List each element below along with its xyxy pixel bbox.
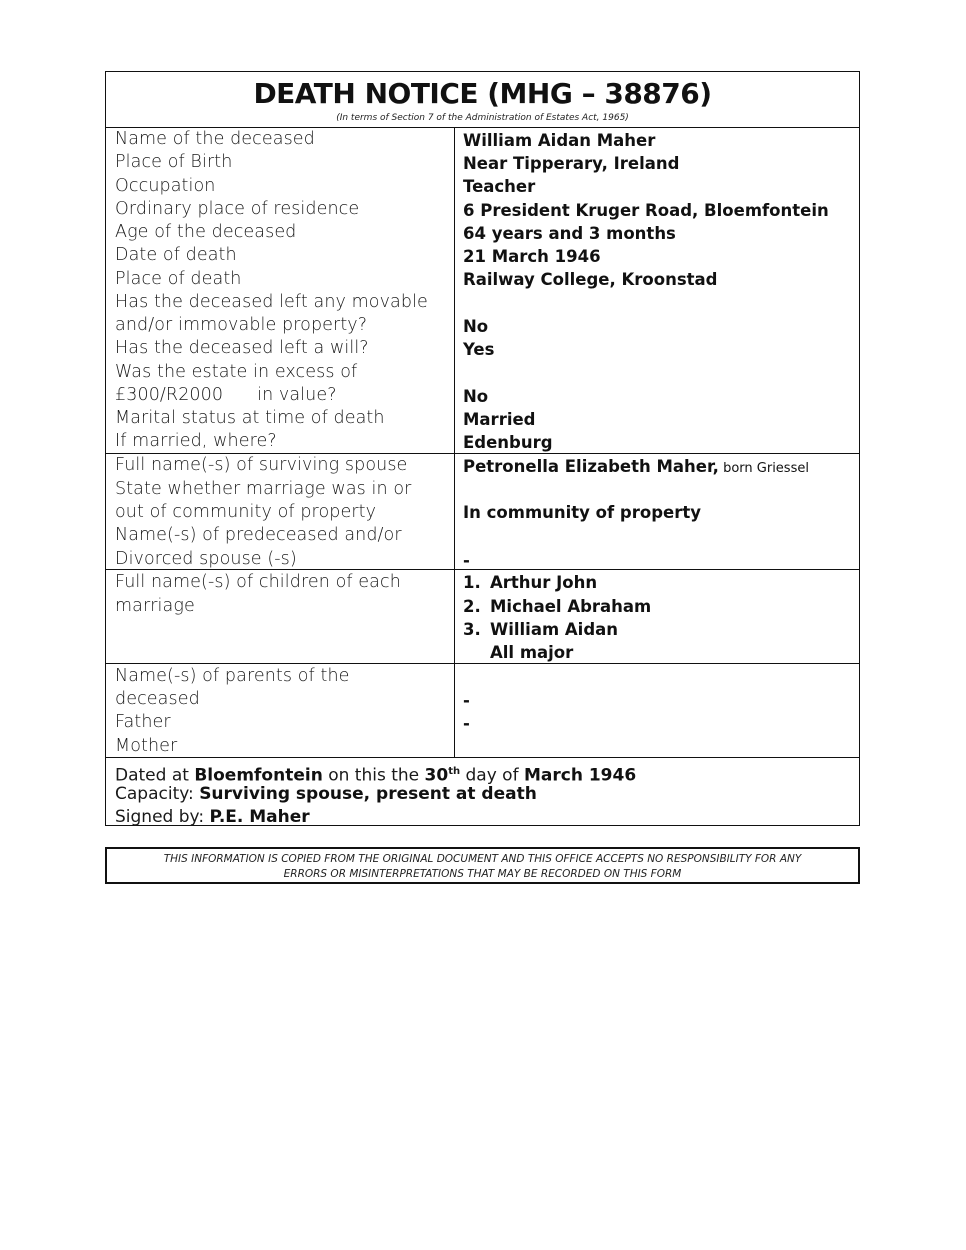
capacity-line — [115, 783, 537, 806]
death-date-label: Date of death — [115, 245, 237, 265]
estate-label-line2: £300/R2000 in value? — [115, 385, 337, 405]
death-place-value: Railway College, Kroonstad — [463, 270, 718, 289]
community-label-line2: out of community of property — [115, 502, 377, 522]
document-subtitle: (In terms of Section 7 of the Administration of Estates Act, 1965) — [336, 113, 629, 123]
dated-day: 30 — [424, 765, 449, 786]
parents-label-line2: deceased — [115, 689, 200, 709]
property-label-line2: and/or immovable property? — [115, 315, 368, 335]
dated-month: March 1946 — [523, 765, 637, 786]
dated-prefix: Dated at — [115, 765, 195, 786]
child-name: Arthur John — [490, 573, 598, 592]
list-item — [463, 618, 618, 641]
occupation-value: Teacher — [463, 177, 536, 196]
father-label: Father — [115, 712, 171, 732]
marital-label: Marital status at time of death — [115, 408, 385, 428]
child-number: 1. — [463, 573, 481, 592]
child-number: 2. — [463, 597, 481, 616]
community-value: In community of property — [463, 503, 701, 522]
capacity-label: Capacity: — [115, 784, 200, 804]
signed-value: P.E. Maher — [209, 807, 310, 827]
will-value: Yes — [463, 340, 495, 359]
predeceased-label-line2: Divorced spouse (-s) — [115, 549, 297, 569]
name-label: Name of the deceased — [115, 129, 315, 149]
spouse-born: born Griessel — [718, 461, 809, 476]
estate-label-line1: Was the estate in excess of — [115, 362, 358, 382]
property-value: No — [463, 317, 489, 336]
children-label-line2: marriage — [115, 596, 195, 616]
will-label: Has the deceased left a will? — [115, 338, 369, 358]
child-number: 3. — [463, 620, 481, 639]
married-where-label: If married, where? — [115, 431, 277, 451]
community-label-line1: State whether marriage was in or — [115, 479, 412, 499]
dated-day-suffix: th — [448, 766, 461, 777]
dated-mid: on this the — [322, 765, 425, 786]
predeceased-label-line1: Name(-s) of predeceased and/or — [115, 525, 402, 545]
age-value: 64 years and 3 months — [463, 224, 676, 243]
signed-label: Signed by: — [115, 807, 210, 827]
spouse-name: Petronella Elizabeth Maher, — [463, 457, 719, 476]
property-label-line1: Has the deceased left any movable — [115, 292, 428, 312]
dated-mid2: day of — [460, 765, 524, 786]
residence-value: 6 President Kruger Road, Bloemfontein — [463, 201, 829, 220]
section-divider — [106, 757, 859, 758]
estate-value: No — [463, 387, 489, 406]
signed-line — [115, 806, 310, 829]
predeceased-value: - — [463, 551, 470, 570]
children-label-line1: Full name(-s) of children of each — [115, 572, 401, 592]
name-value: William Aidan Maher — [463, 131, 656, 150]
disclaimer-line1: THIS INFORMATION IS COPIED FROM THE ORIGINAL DOCUMENT AND THIS OFFICE ACCEPTS NO RESPONSIBILITY FOR ANY — [163, 853, 802, 865]
mother-value: - — [463, 714, 470, 733]
married-where-value: Edenburg — [463, 433, 553, 452]
birth-value: Near Tipperary, Ireland — [463, 154, 680, 173]
child-name: Michael Abraham — [490, 597, 652, 616]
marital-value: Married — [463, 410, 536, 429]
mother-label: Mother — [115, 736, 178, 756]
death-place-label: Place of death — [115, 269, 242, 289]
disclaimer-box — [105, 847, 860, 884]
residence-label: Ordinary place of residence — [115, 199, 360, 219]
list-item — [463, 571, 597, 594]
spouse-value — [463, 455, 809, 480]
title-box — [106, 72, 859, 128]
section-divider — [106, 569, 859, 570]
disclaimer-line2: ERRORS OR MISINTERPRETATIONS THAT MAY BE RECORDED ON THIS FORM — [283, 868, 682, 880]
birth-label: Place of Birth — [115, 152, 233, 172]
document-title: DEATH NOTICE (MHG – 38876) — [253, 77, 712, 110]
father-value: - — [463, 691, 470, 710]
dated-place: Bloemfontein — [194, 765, 323, 786]
age-label: Age of the deceased — [115, 222, 297, 242]
death-date-value: 21 March 1946 — [463, 247, 601, 266]
death-notice-form — [105, 71, 860, 826]
capacity-value: Surviving spouse, present at death — [199, 784, 537, 804]
child-name: William Aidan — [490, 620, 619, 639]
occupation-label: Occupation — [115, 176, 216, 196]
section-divider — [106, 663, 859, 664]
children-note: All major — [490, 643, 574, 662]
list-item — [463, 595, 651, 618]
spouse-label: Full name(-s) of surviving spouse — [115, 455, 408, 475]
parents-label-line1: Name(-s) of parents of the — [115, 666, 350, 686]
